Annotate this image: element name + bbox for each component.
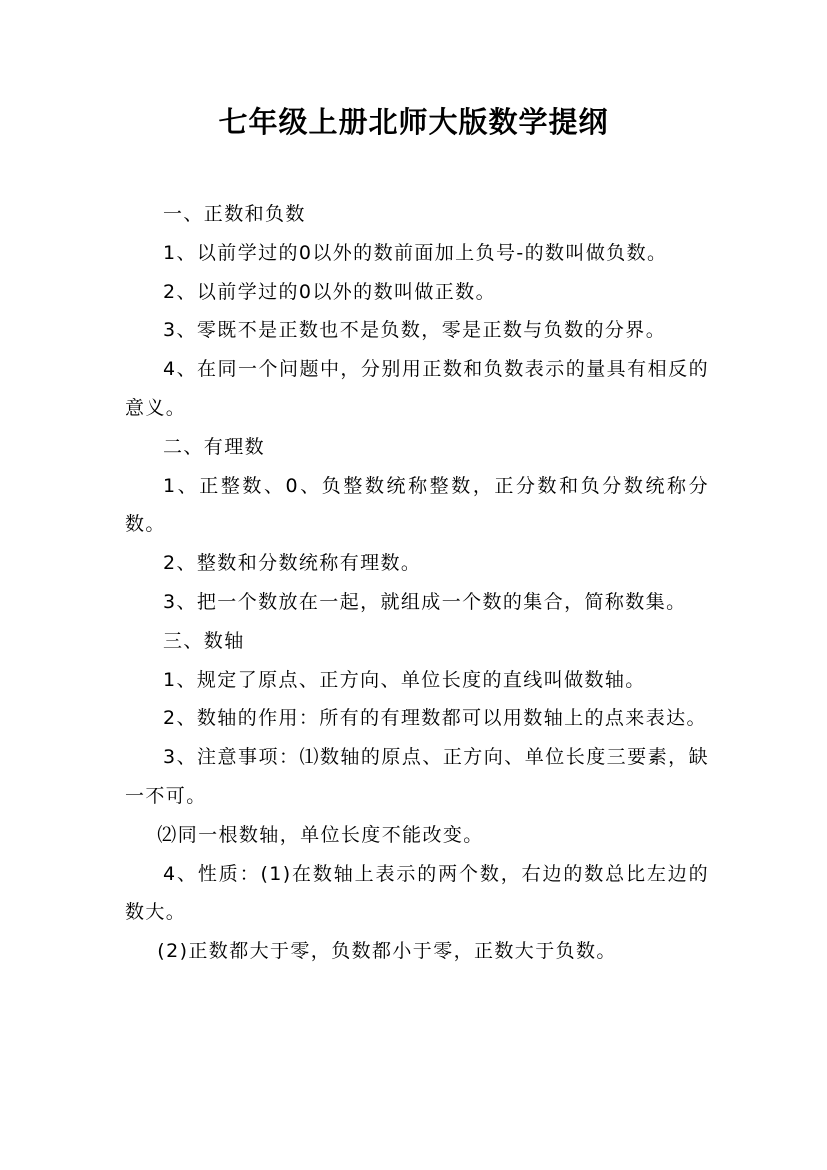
- paragraph: (2)正数都大于零，负数都小于零，正数大于负数。: [157, 940, 617, 963]
- paragraph: ⑵同一根数轴，单位长度不能改变。: [157, 823, 484, 846]
- document-body: [125, 195, 709, 971]
- paragraph: 2、以前学过的0以外的数叫做正数。: [163, 280, 496, 303]
- paragraph: 3、注意事项：⑴数轴的原点、正方向、单位长度三要素，缺一不可。: [125, 746, 709, 807]
- paragraph: 3、把一个数放在一起，就组成一个数的集合，简称数集。: [163, 590, 687, 613]
- section-heading-positive-negative: 一、正数和负数: [163, 203, 306, 225]
- section-heading-rational-numbers: 二、有理数: [163, 435, 266, 458]
- section-heading-number-line: 三、数轴: [163, 629, 245, 652]
- paragraph: 2、数轴的作用：所有的有理数都可以用数轴上的点来表达。: [163, 707, 707, 730]
- paragraph: 3、零既不是正数也不是负数，零是正数与负数的分界。: [163, 319, 667, 342]
- paragraph: 2、整数和分数统称有理数。: [163, 552, 422, 575]
- document-title: 七年级上册北师大版数学提纲: [218, 105, 609, 139]
- paragraph: 4、性质：(1)在数轴上表示的两个数，右边的数总比左边的数大。: [125, 862, 709, 924]
- paragraph: 1、以前学过的0以外的数前面加上负号-的数叫做负数。: [163, 241, 668, 264]
- paragraph: 4、在同一个问题中，分别用正数和负数表示的量具有相反的意义。: [125, 358, 709, 419]
- paragraph: 1、规定了原点、正方向、单位长度的直线叫做数轴。: [163, 668, 646, 691]
- paragraph: 1、正整数、0、负整数统称整数，正分数和负分数统称分数。: [125, 474, 709, 536]
